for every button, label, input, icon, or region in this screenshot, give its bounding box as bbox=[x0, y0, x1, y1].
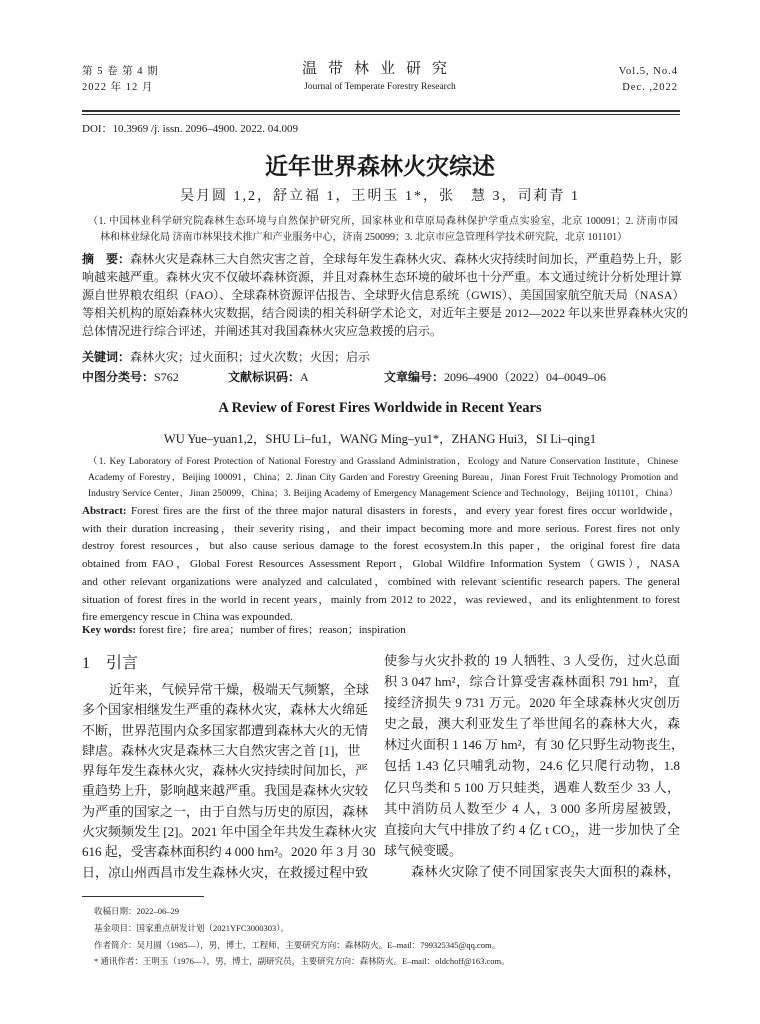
body-line: 肆虐。森林火灾是森林三大自然灾害之首 [1]，世 bbox=[82, 742, 361, 758]
abstract-en-line bbox=[82, 521, 680, 539]
footnote-corresponding-author: * 通讯作者：王明玉（1976—），男，博士，副研究员，主要研究方向：森林防火。E–mail：oldchoff@163.com。 bbox=[94, 956, 510, 967]
keywords-label: 关键词： bbox=[82, 350, 131, 364]
abstract-text: 等相关机构的原始森林火灾数据，结合阅读的相关科研学术论文，对近年主要是 2012—2022 年以来世界森林火灾的 bbox=[82, 306, 689, 320]
body-left-column bbox=[82, 680, 377, 883]
abstract-text: 森林火灾是森林三大自然灾害之首，全球每年发生森林火灾、森林火灾持续时间加长，严重趋势上升，影 bbox=[130, 252, 683, 266]
affiliations-cn bbox=[88, 214, 678, 246]
abstract-en bbox=[82, 503, 680, 627]
issue-date-cn: 2022 年 12 月 bbox=[82, 82, 154, 93]
doc-code-value: A bbox=[300, 370, 309, 384]
abstract-en-text: situation of forest fires in the world in recent years，mainly from 2012 to 2022，was reviewed，and its enlightenment to forest bbox=[82, 593, 680, 606]
abstract-en-text: Forest fires are the first of the three major natural disasters in forests，and every year forest fires occur worldwide， bbox=[130, 505, 681, 517]
body-right-column bbox=[384, 650, 685, 882]
body-line: 使参与火灾扑救的 19 人牺牲、3 人受伤，过火总面 bbox=[384, 653, 680, 668]
abstract-en-label: Abstract: bbox=[82, 505, 127, 517]
abstract-en-text: obtained from FAO，Global Forest Resources Assessment Report，Global Wildfire Information System（GWIS），NASA bbox=[82, 558, 680, 571]
paper-title-cn: 近年世界森林火灾综述 bbox=[265, 154, 495, 180]
body-line: 多个国家相继发生严重的森林火灾，森林大火绵延 bbox=[82, 702, 369, 718]
body-line: 日，凉山州西昌市发生森林火灾，在救援过程中致 bbox=[82, 864, 369, 880]
affiliation-line: （1. 中国林业科学研究院森林生态环境与自然保护研究所，国家林业和草原局森林保护学重点实验室，北京 100091；2. 济南市园 bbox=[88, 216, 678, 227]
abstract-en-line bbox=[82, 503, 680, 521]
abstract-en-text: fire emergency rescue in China was expounded. bbox=[82, 611, 293, 624]
abstract-text: 响越来越严重。森林火灾不仅破坏森林资源，并且对森林生态环境的破坏也十分严重。本文通过统计分析处理计算 bbox=[82, 270, 683, 284]
body-line: 为严重的国家之一，由于自然与历史的原因，森林 bbox=[82, 803, 369, 819]
body-line: 积 3 047 hm²，综合计算受害森林面积 791 hm²，直 bbox=[384, 674, 680, 690]
body-line: 近年来，气候异常干燥，极端天气频繁，全球 bbox=[109, 682, 370, 697]
journal-name-en: Journal of Temperate Forestry Research bbox=[304, 82, 456, 92]
abstract-en-line bbox=[82, 592, 680, 610]
journal-name-cn: 温带林业研究 bbox=[301, 61, 458, 77]
body-line: 球气候变暖。 bbox=[384, 842, 463, 858]
clc-value: S762 bbox=[154, 370, 179, 384]
abstract-line bbox=[82, 322, 680, 340]
clc-label: 中图分类号： bbox=[82, 370, 155, 384]
keywords-en-value: forest fire；fire area；number of fires；reason；inspiration bbox=[138, 624, 406, 636]
affiliation-line: Academy of Forestry，Beijing 100091，China；2. Jinan City Garden and Forestry Greening Bureau，Jinan Forest Fruit Technology Promotion and bbox=[88, 473, 678, 483]
abstract-line bbox=[82, 286, 685, 304]
article-no-value: 2096–4900（2022）04–0049–06 bbox=[444, 370, 607, 384]
body-line: 重趋势上升，影响越来越严重。我国是森林火灾较 bbox=[82, 783, 369, 799]
volume-issue: 第 5 卷 第 4 期 bbox=[82, 66, 159, 77]
doc-code-label: 文献标识码： bbox=[228, 370, 301, 384]
doi: DOI：10.3969 /j. issn. 2096–4900. 2022. 04.009 bbox=[82, 123, 299, 135]
body-line: 不断，世界范围内众多国家都遭到森林大火的无情 bbox=[82, 722, 369, 738]
volume-issue-en: Vol.5, No.4 bbox=[618, 66, 678, 77]
affiliations-en bbox=[88, 454, 678, 502]
footnote-funding: 基金项目：国家重点研发计划（2021YFC3000303）。 bbox=[94, 922, 290, 933]
header-rule-thin bbox=[82, 114, 680, 115]
abstract-line bbox=[82, 268, 683, 286]
section-heading: 1 引言 bbox=[82, 655, 139, 672]
abstract-en-text: with their duration increasing，their severity rising，and their impact becoming more and more serious. Forest fires not only bbox=[82, 522, 680, 535]
body-line: 接经济损失 9 731 万元。2020 年全球森林火灾创历 bbox=[384, 695, 680, 711]
footnote-rule bbox=[82, 896, 204, 897]
article-no-label: 文章编号： bbox=[384, 370, 445, 384]
keywords-cn bbox=[82, 348, 370, 365]
authors-cn: 吴月圆 1,2，舒立福 1，王明玉 1*，张 慧 3，司莉青 1 bbox=[180, 189, 580, 204]
keywords-en-label: Key words: bbox=[82, 624, 137, 636]
abstract-en-text: destroy forest resources，but also cause serious damage to the forest ecosystem.In this paper，the original forest fire data bbox=[82, 540, 680, 553]
body-line: 直接向大气中排放了约 4 亿 t CO₂，进一步加快了全 bbox=[384, 821, 680, 837]
body-line: 火灾频频发生 [2]。2021 年中国全年共发生森林火灾 bbox=[82, 824, 377, 840]
issue-info-en bbox=[619, 64, 678, 96]
body-line: 包括 1.43 亿只哺乳动物，24.6 亿只爬行动物，1.8 bbox=[384, 758, 680, 774]
authors-en: WU Yue–yuan1,2，SHU Li–fu1，WANG Ming–yu1*，ZHANG Hui3，SI Li–qing1 bbox=[163, 432, 597, 446]
abstract-en-line bbox=[82, 574, 680, 592]
abstract-line bbox=[82, 250, 683, 268]
body-line: 616 起，受害森林面积约 4 000 hm²。2020 年 3 月 30 bbox=[82, 844, 376, 860]
abstract-label: 摘 要： bbox=[82, 252, 131, 266]
keywords-en bbox=[82, 621, 406, 637]
body-line: 界每年发生森林火灾，森林火灾持续时间加长，严 bbox=[82, 763, 369, 779]
body-line: 亿只鸟类和 5 100 万只蛙类，遇难人数至少 33 人， bbox=[384, 779, 680, 795]
abstract-en-line bbox=[82, 556, 680, 574]
issue-date-en: Dec. ,2022 bbox=[622, 82, 678, 93]
body-line: 林过火面积 1 146 万 hm²，有 30 亿只野生动物丧生， bbox=[384, 737, 685, 753]
header-rule bbox=[82, 110, 680, 112]
keywords-value: 森林火灾；过火面积；过火次数；火因；启示 bbox=[130, 350, 371, 364]
body-line: 史之最，澳大利亚发生了举世闻名的森林大火，森 bbox=[384, 716, 680, 732]
footnote-received: 收稿日期：2022–06–29 bbox=[94, 906, 180, 916]
abstract-cn bbox=[82, 250, 689, 340]
abstract-text: 源自世界粮农组织（FAO）、全球森林资源评估报告、全球野火信息系统（GWIS）、美国国家航空航天局（NASA） bbox=[82, 288, 685, 302]
affiliation-line: 林和林业绿化局 济南市林果技术推广和产业服务中心，济南 250099；3. 北京市应急管理科学技术研究院，北京 101101） bbox=[100, 232, 628, 243]
body-line: 其中消防员人数至少 4 人，3 000 多所房屋被毁， bbox=[384, 800, 680, 816]
paper-title-en: A Review of Forest Fires Worldwide in Recent Years bbox=[218, 400, 542, 416]
affiliation-line: Industry Service Center，Jinan 250099，China；3. Beijing Academy of Emergency Management Science and Technology，Beijing 101101，China） bbox=[88, 489, 678, 499]
footnote-author-bio: 作者简介：吴月圆（1985—），男，博士，工程师，主要研究方向：森林防火。E–mail：799325345@qq.com。 bbox=[94, 939, 501, 950]
abstract-line bbox=[82, 304, 689, 322]
body-line: 森林火灾除了使不同国家丧失大面积的森林， bbox=[411, 863, 680, 879]
affiliation-line: （1. Key Laboratory of Forest Protection of National Forestry and Grassland Administration，Ecology and Nature Conservation Institute，Chinese bbox=[88, 457, 678, 467]
abstract-en-text: and other relevant organizations were analyzed and calculated，combined with relevant scientific research papers. The general bbox=[82, 575, 680, 588]
footnotes bbox=[94, 903, 510, 970]
abstract-en-line bbox=[82, 538, 680, 556]
abstract-text: 总体情况进行综合评述，并阐述其对我国森林火灾应急救援的启示。 bbox=[82, 324, 443, 338]
